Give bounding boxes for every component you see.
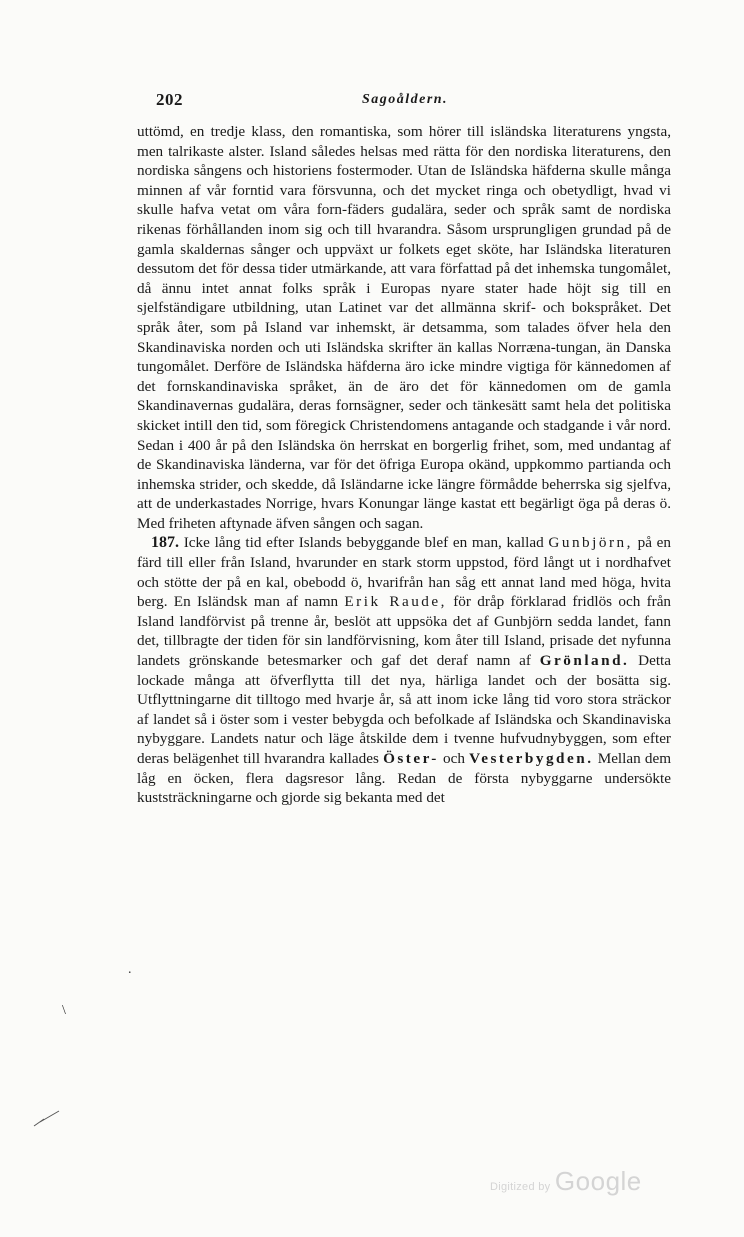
section-text-3: för dråp förklarad fridlös och från Island landförvist på trenne år, beslöt att uppsöka det af Gunbjörn sedda landet, fann det, tillbragte der tiden för sin landförvisning, kom åter till Island, prisade det nyfunna landets grönskande betesmarker och gaf det deraf namn af [137,593,672,670]
page-number: 202 [156,90,183,109]
watermark-small-text: Digitized by [490,1181,551,1193]
section-text-1: Icke lång tid efter Islands bebyggande blef en man, kallad [183,534,544,552]
section-number: 187. [151,534,179,552]
section-text-6: Mellan dem låg en öcken, flera dagsresor lång. Redan de första nybyggarne undersökte kuststräckningarne och gjorde sig bekanta med det [137,750,672,807]
running-head: Sagoåldern. [361,92,449,107]
watermark-logo-text: Google [554,1166,642,1196]
margin-mark-stroke: \ [62,1003,66,1018]
name-vesterbygden: Vesterbygden. [469,750,594,767]
page-header [138,90,672,114]
body-text [137,122,671,808]
paragraph-section-187 [137,533,671,807]
name-erik-raude: Erik Raude, [344,593,447,611]
name-osterbygden: Öster- [383,750,439,767]
section-text-4: Detta lockade många att öfverflytta till det nya, härliga landet och der bosätta sig. Utflyttningarne dit tilltogo med hvarje år, så att inom icke lång tid voro stora sträckor af landet så i öster som i vester bebygda och befolkade af Isländska och Skandinaviska nybyggare. Landets natur och läge åtskilde dem i tvenne hufvudnybyggen, som efter deras belägenhet till hvarandra kallades [137,652,671,767]
name-gronland: Grönland. [539,652,630,670]
section-text-2: på en färd till eller från Island, hvarunder en stark storm uppstod, förd långt ut i nordhafvet och stötte der på en kal, obebodd ö, hvarifrån han såg ett annat land med höga, hvita berg. En Isländsk man af namn [137,534,672,611]
paragraph-continuation: uttömd, en tredje klass, den romantiska, som hörer till isländska literaturens yngsta, men talrikaste alster. Island således helsas med rätta för den nordiska literaturens, den nordiska sångens och historiens fostermoder. Utan de Isländska häfderna skulle många minnen af vår forntid vara försvunna, och det mycket ringa och obetydligt, hvad vi skulle hafva vetat om våra forn-fäders gudalära, seder och språk samt de nordiska rikenas förhållanden inom sig och till hvarandra. Såsom ursprungligen grundad på de gamla skaldernas sånger och uppväxt ur folkets eget sköte, har Isländska literaturen dessutom det för dessa tider utmärkande, att vara författad på det inhemska tungomålet, då ännu intet annat folks språk i Europas nyare stater hade höjt sig till en sjelfständigare utbildning, utan Latinet var det allmänna skrif- och bokspråket. Det språk åter, som på Island var inhemskt, är detsamma, som talades öfver hela den Skandinaviska norden och uti Isländska skrifter än kallas Norræna-tungan, än Danska tungomålet. Derföre de Isländska häfderna äro icke mindre vigtiga för kännedomen af det fornskandinaviska språket, än de äro det för kännedomen om de gamla Skandinavernas gudalära, deras fornsägner, seder och tänkesätt samt hela det politiska skicket intill den tid, som föregick Christendomens antagande och stadgande i vår nord. Sedan i 400 år på den Isländska ön herrskat en borgerlig frihet, som, med undantag af de Skandinaviska länderna, var för det öfriga Europa okänd, uppkommo partianda och inhemska strider, och skedde, då Isländarne icke längre förmådde beherrska sig sjelfva, att de underkastades Norrige, hvars Konungar länge kastat ett begärligt öga på deras ö. Med friheten aftynade äfven sången och sagan. [137,123,671,532]
margin-mark-dot: . [128,962,132,977]
name-gunbjorn: Gunbjörn, [548,534,633,552]
section-text-5: och [443,750,465,767]
pen-stroke-mark [32,1108,62,1128]
google-watermark [490,1166,642,1197]
